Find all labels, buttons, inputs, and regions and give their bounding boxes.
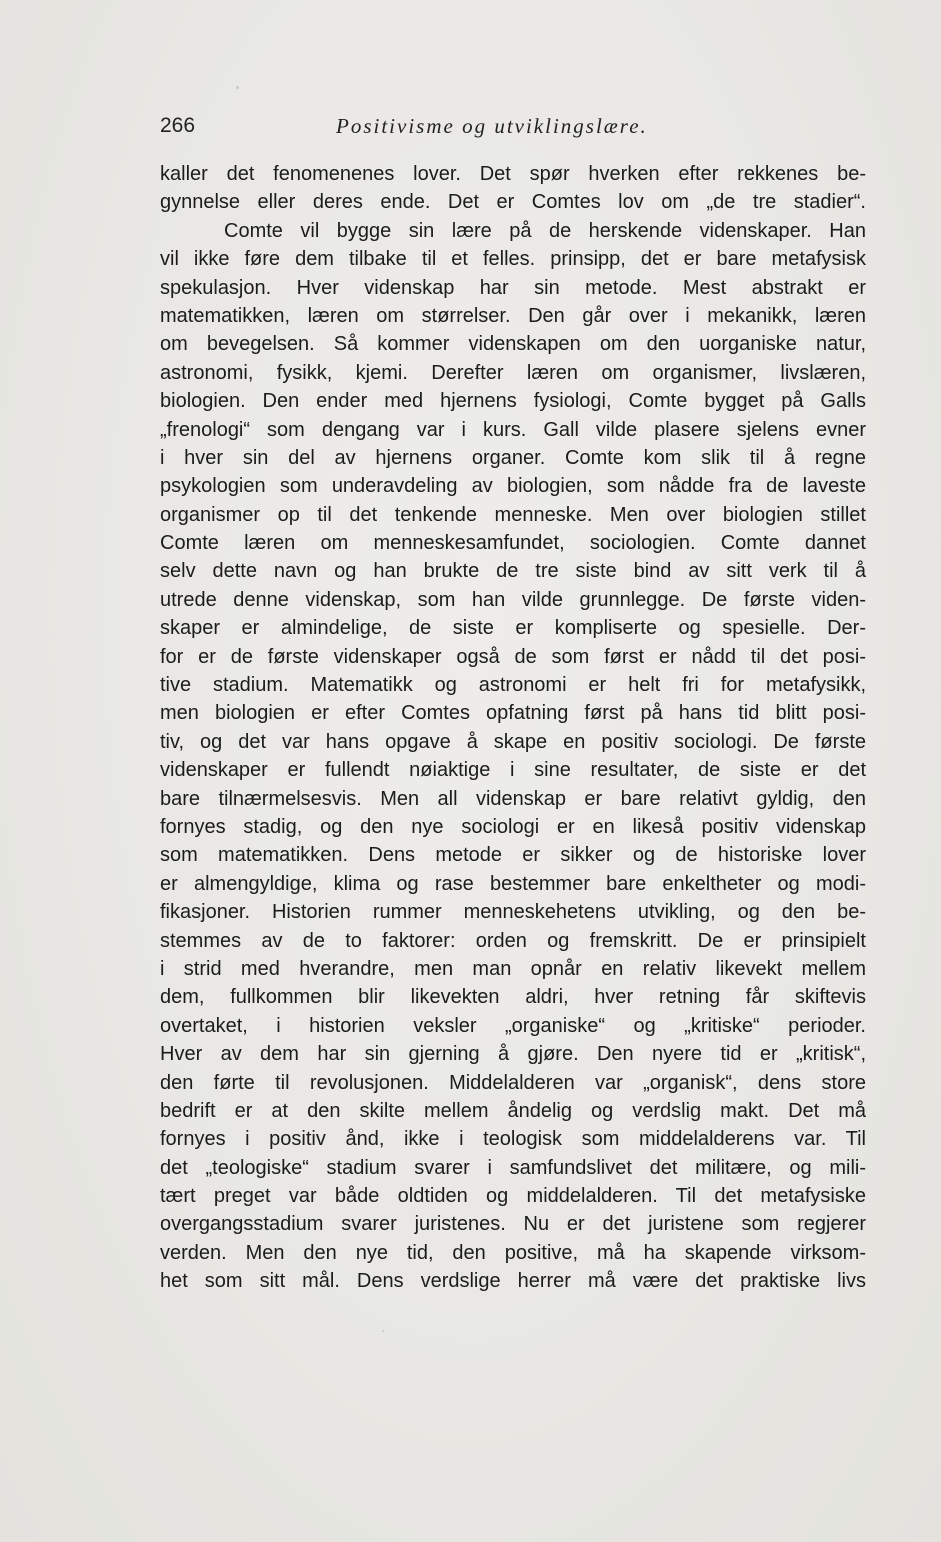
text-line: spekulasjon. Hver videnskap har sin metode. Mest abstrakt er [160,276,866,299]
text-line: fornyes stadig, og den nye sociologi er en likeså positiv videnskap [160,815,866,838]
text-line: Hver av dem har sin gjerning å gjøre. Den nyere tid er „kritisk“, [160,1043,866,1066]
text-line: om bevegelsen. Så kommer videnskapen om den uorganiske natur, [160,333,866,356]
text-line: i hver sin del av hjernens organer. Comte kom slik til å regne [160,446,866,469]
text-line: selv dette navn og han brukte de tre siste bind av sitt verk til å [160,560,866,583]
text-line: er almengyldige, klima og rase bestemmer bare enkeltheter og modi- [160,872,866,895]
running-head: Positivisme og utviklingslære. [336,114,648,138]
text-line: Comte vil bygge sin lære på de herskende videnskaper. Han [224,219,866,242]
text-line: tive stadium. Matematikk og astronomi er helt fri for metafysikk, [160,674,866,697]
text-line: verden. Men den nye tid, den positive, må ha skapende virksom- [160,1241,866,1264]
text-line: fornyes i positiv ånd, ikke i teologisk som middelalderens var. Til [160,1128,866,1151]
text-line: videnskaper er fullendt nøiaktige i sine resultater, de siste er det [160,759,866,782]
text-line: tiv, og det var hans opgave å skape en positiv sociologi. De første [160,730,866,753]
text-line: het som sitt mål. Dens verdslige herrer må være det praktiske livs [160,1270,866,1293]
text-line: skaper er almindelige, de siste er kompliserte og spesielle. Der- [160,617,866,640]
text-line: matematikken, læren om størrelser. Den går over i mekanikk, læren [160,304,866,327]
text-line: biologien. Den ender med hjernens fysiologi, Comte bygget på Galls [160,390,866,413]
text-line: Comte læren om menneskesamfundet, sociologien. Comte dannet [160,532,866,555]
text-line: men biologien er efter Comtes opfatning først på hans tid blitt posi- [160,702,866,725]
text-line: „frenologi“ som dengang var i kurs. Gall vilde plasere sjelens evner [160,418,866,441]
text-line: psykologien som underavdeling av biologien, som nådde fra de laveste [160,475,866,498]
text-line: organismer op til det tenkende menneske. Men over biologien stillet [160,503,866,526]
text-line: bare tilnærmelsesvis. Men all videnskap er bare relativt gyldig, den [160,787,866,810]
text-line: utrede denne videnskap, som han vilde grunnlegge. De første viden- [160,588,866,611]
body-text [160,160,866,1296]
text-line: som matematikken. Dens metode er sikker og de historiske lover [160,844,866,867]
text-line: astronomi, fysikk, kjemi. Derefter læren om organismer, livslæren, [160,361,866,384]
page-header [160,114,880,144]
text-line: gynnelse eller deres ende. Det er Comtes lov om „de tre stadier“. [160,191,866,214]
scan-speck [236,86,239,89]
text-line: i strid med hverandre, men man opnår en relativ likevekt mellem [160,957,866,980]
text-line: tært preget var både oldtiden og middelalderen. Til det metafysiske [160,1185,866,1208]
text-line: kaller det fenomenenes lover. Det spør hverken efter rekkenes be- [160,163,866,185]
text-line: det „teologiske“ stadium svarer i samfundslivet det militære, og mili- [160,1156,866,1179]
page-number: 266 [160,114,196,137]
text-line: bedrift er at den skilte mellem åndelig og verdslig makt. Det må [160,1099,866,1122]
scan-speck [382,1330,384,1332]
text-line: vil ikke føre dem tilbake til et felles. prinsipp, det er bare metafysisk [160,248,866,271]
text-line: overgangsstadium svarer juristenes. Nu er det juristene som regjerer [160,1213,866,1236]
text-line: for er de første videnskaper også de som først er nådd til det posi- [160,645,866,668]
text-line: den førte til revolusjonen. Middelalderen var „organisk“, dens store [160,1071,866,1094]
text-line: dem, fullkommen blir likevekten aldri, hver retning får skiftevis [160,986,866,1009]
text-line: stemmes av de to faktorer: orden og fremskritt. De er prinsipielt [160,929,866,952]
text-line: fikasjoner. Historien rummer menneskehetens utvikling, og den be- [160,901,866,924]
text-line: overtaket, i historien veksler „organiske“ og „kritiske“ perioder. [160,1014,866,1037]
